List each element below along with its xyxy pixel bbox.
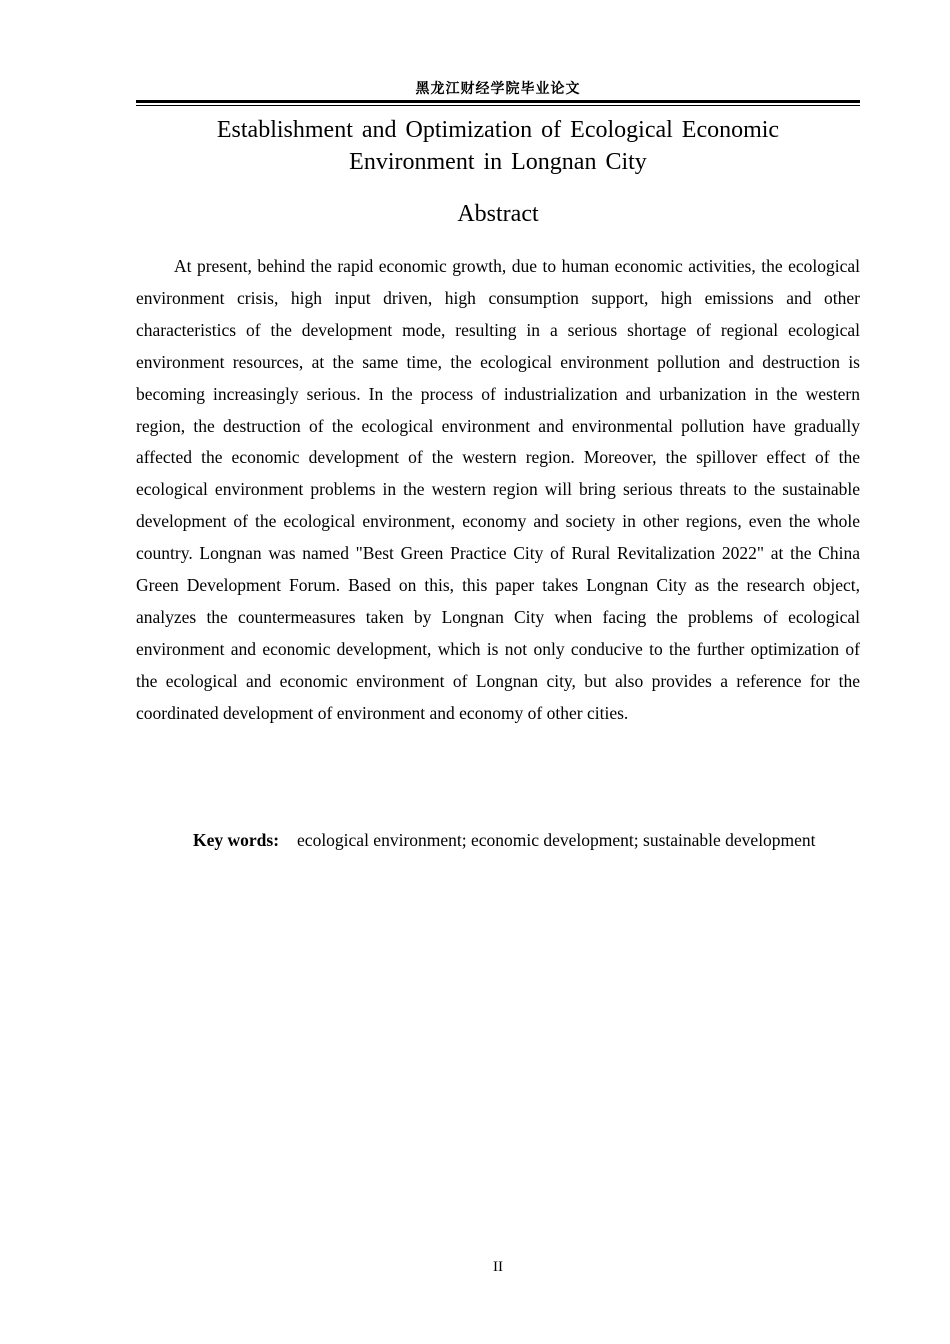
paper-title-line-2: Environment in Longnan City [349,149,647,175]
abstract-heading: Abstract [457,201,539,227]
header-double-rule [136,100,860,106]
paper-title-line-1: Establishment and Optimization of Ecological Economic [216,117,780,143]
keywords-paragraph [136,825,860,857]
paper-title [136,114,860,178]
running-header: 黑龙江财经学院毕业论文 [415,81,581,97]
keywords-label: Key words: [193,830,280,850]
keywords-text: ecological environment; economic development; sustainable development [297,830,816,850]
abstract-body: At present, behind the rapid economic growth, due to human economic activities, the ecological environment crisis, high input driven, high consumption support, high emissions and other characteristics of the development mode, resulting in a serious shortage of regional ecological environment resources, at the same time, the ecological environment pollution and destruction is becoming increasingly serious. In the process of industrialization and urbanization in the western region, the destruction of the ecological environment and environmental pollution have gradually affected the economic development of the western region. Moreover, the spillover effect of the ecological environment problems in the western region will bring serious threats to the sustainable development of the ecological environment, economy and society in other regions, even the whole country. Longnan was named "Best Green Practice City of Rural Revitalization 2022" at the China Green Development Forum. Based on this, this paper takes Longnan City as the research object, analyzes the countermeasures taken by Longnan City when facing the problems of ecological environment and economic development, which is not only conducive to the further optimization of the ecological and economic environment of Longnan city, but also provides a reference for the coordinated development of environment and economy of other cities. [136,256,860,723]
page-number: II [493,1259,503,1275]
